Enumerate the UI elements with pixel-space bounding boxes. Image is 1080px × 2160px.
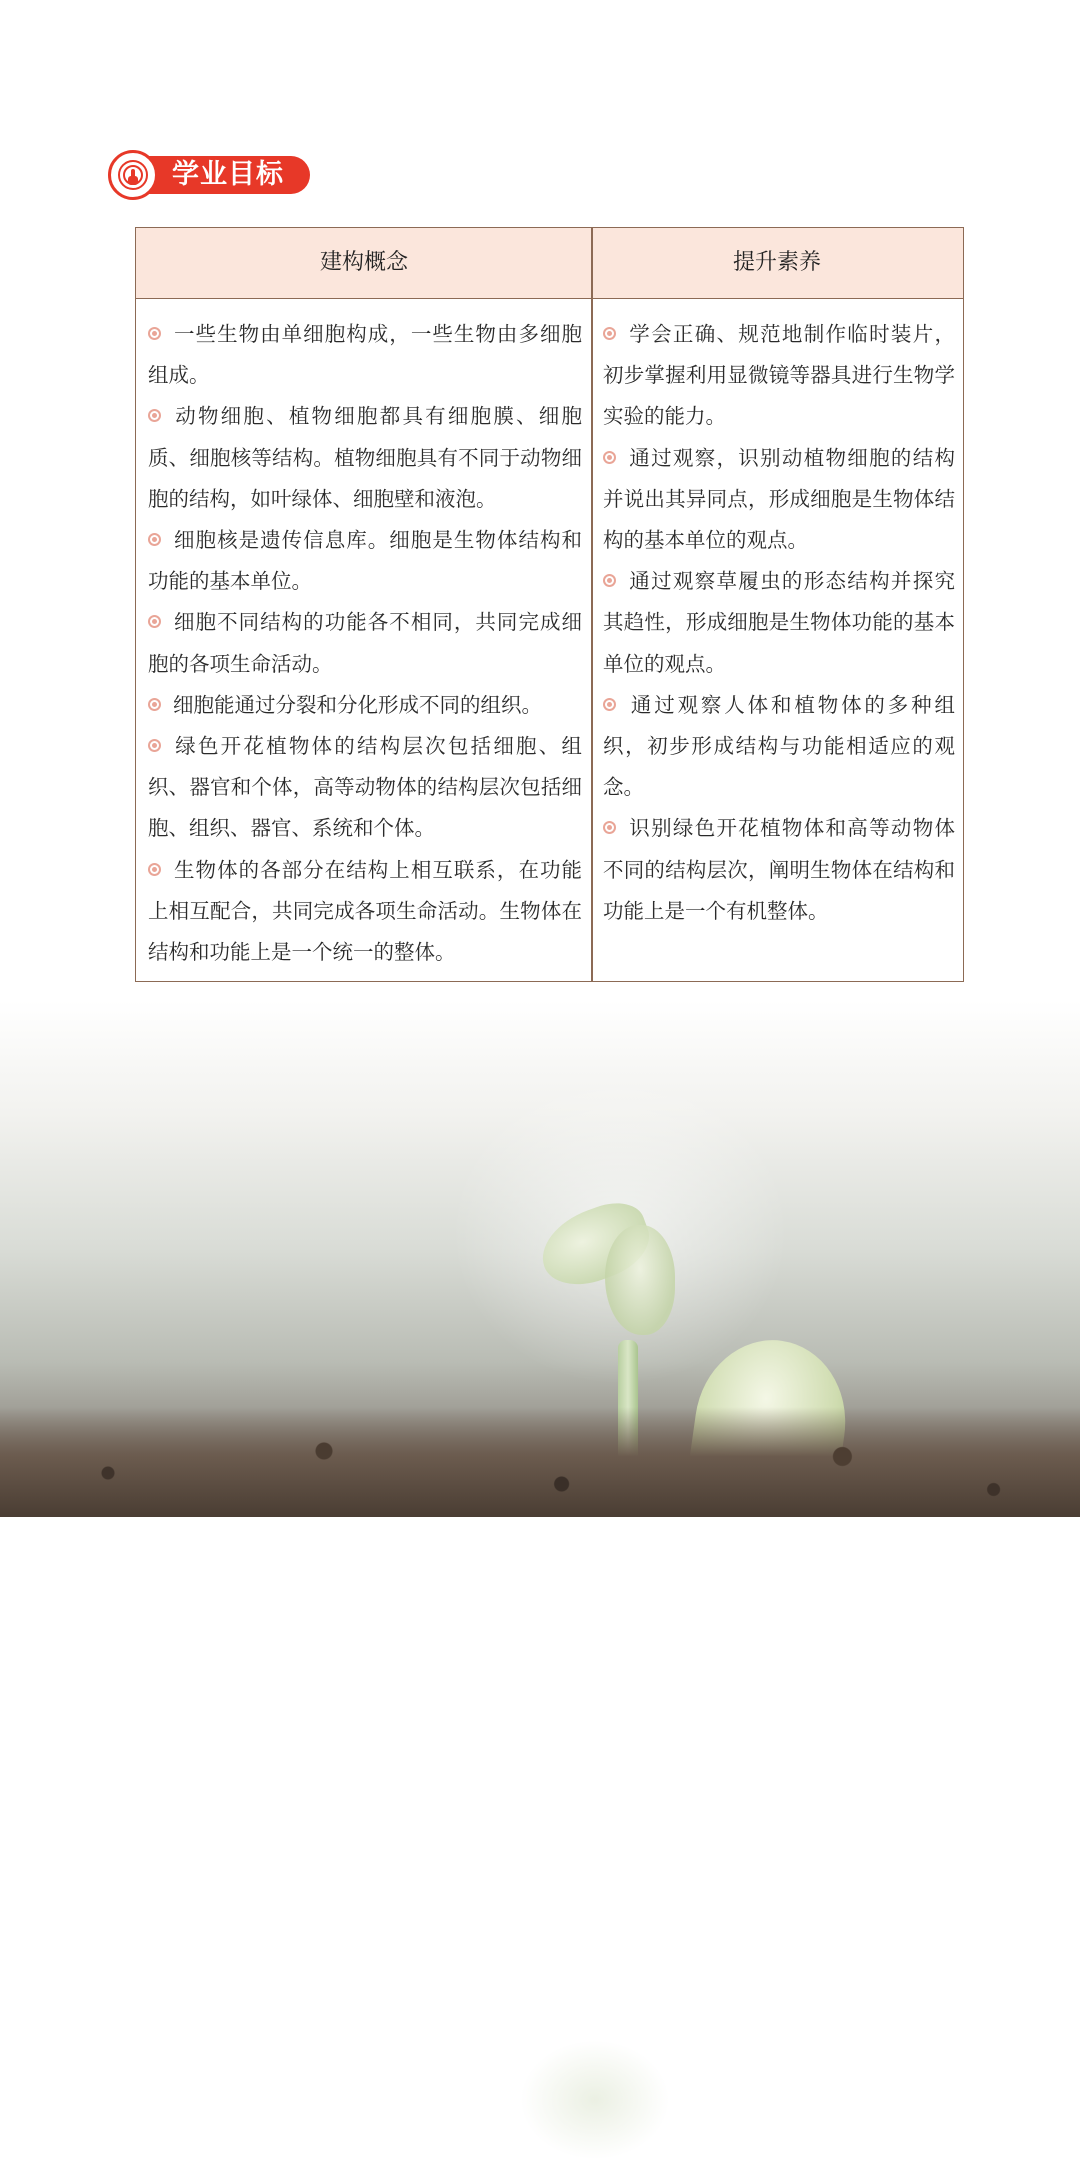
circle-bullet-icon: [603, 821, 616, 834]
badge-icon-circle: [108, 150, 158, 200]
circle-bullet-icon: [603, 574, 616, 587]
literacy-item: 学会正确、规范地制作临时装片，初步掌握利用显微镜等器具进行生物学实验的能力。: [603, 322, 955, 429]
table-header-row: [136, 228, 963, 299]
circle-bullet-icon: [603, 327, 616, 340]
concept-item: 细胞核是遗传信息库。细胞是生物体结构和功能的基本单位。: [148, 528, 582, 594]
literacy-item: 通过观察草履虫的形态结构并探究其趋性，形成细胞是生物体功能的基本单位的观点。: [603, 569, 955, 676]
circle-bullet-icon: [148, 615, 161, 628]
concept-item: 生物体的各部分在结构上相互联系，在功能上相互配合，共同完成各项生命活动。生物体在结构和功能上是一个统一的整体。: [148, 857, 582, 965]
literacy-item: 通过观察人体和植物体的多种组织，初步形成结构与功能相适应的观念。: [603, 692, 955, 800]
concept-item: 绿色开花植物体的结构层次包括细胞、组织、器官和个体，高等动物体的结构层次包括细胞、组织、器官、系统和个体。: [148, 734, 582, 841]
sprout-leaf: [605, 1225, 675, 1335]
concept-item: 一些生物由单细胞构成，一些生物由多细胞组成。: [148, 322, 582, 388]
concept-item: 细胞能通过分裂和分化形成不同的组织。: [148, 685, 582, 726]
section-badge: [108, 150, 310, 200]
column-divider: [591, 228, 593, 981]
literacy-column: [603, 314, 955, 932]
concepts-column: [148, 314, 582, 973]
circle-bullet-icon: [148, 863, 161, 876]
soil-ground: [0, 1407, 1080, 1517]
circle-bullet-icon: [148, 409, 161, 422]
column-header-literacy: 提升素养: [732, 250, 821, 275]
circle-bullet-icon: [148, 739, 161, 752]
circle-bullet-icon: [603, 451, 616, 464]
hand-tap-icon: [117, 159, 149, 191]
section-title: 学业目标: [172, 159, 284, 190]
column-header-concepts: 建构概念: [319, 250, 408, 275]
academic-goals-table: [135, 227, 964, 982]
blurred-leaf: [520, 2040, 670, 2160]
literacy-item: 通过观察，识别动植物细胞的结构并说出其异同点，形成细胞是生物体结构的基本单位的观点。: [603, 445, 955, 553]
concept-item: 动物细胞、植物细胞都具有细胞膜、细胞质、细胞核等结构。植物细胞具有不同于动物细胞的结构，如叶绿体、细胞壁和液泡。: [148, 404, 582, 511]
circle-bullet-icon: [148, 533, 161, 546]
circle-bullet-icon: [148, 698, 161, 711]
circle-bullet-icon: [603, 698, 616, 711]
concept-item: 细胞不同结构的功能各不相同，共同完成细胞的各项生命活动。: [148, 610, 582, 676]
circle-bullet-icon: [148, 327, 161, 340]
literacy-item: 识别绿色开花植物体和高等动物体不同的结构层次，阐明生物体在结构和功能上是一个有机整体。: [603, 816, 955, 923]
